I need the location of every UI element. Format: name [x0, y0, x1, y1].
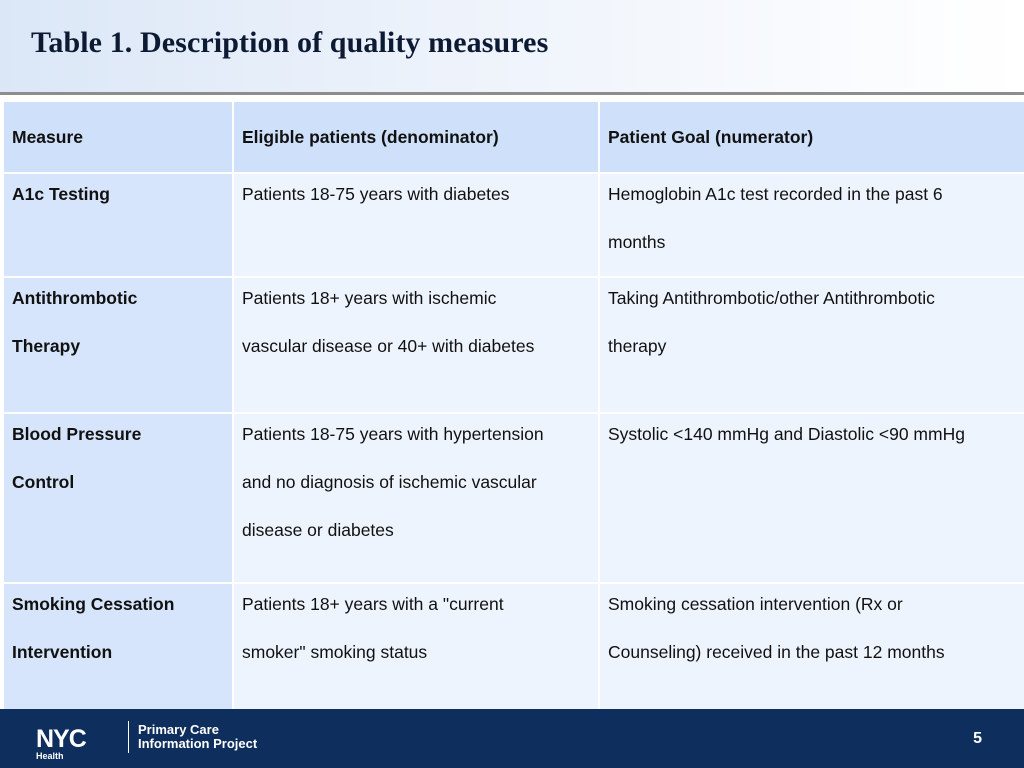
measure-line: A1c Testing: [12, 184, 110, 204]
eligible-cell: [233, 413, 599, 583]
eligible-line: Patients 18+ years with a "current: [242, 594, 504, 614]
goal-line: Hemoglobin A1c test recorded in the past 6: [608, 184, 943, 204]
eligible-line: Patients 18+ years with ischemic: [242, 288, 497, 308]
project-line-1: Primary Care: [138, 722, 219, 737]
table-row: [3, 413, 1024, 583]
title-bar: [0, 0, 1024, 92]
footer-bar: [0, 709, 1024, 768]
measure-cell: [3, 583, 233, 719]
eligible-line: vascular disease or 40+ with diabetes: [242, 336, 535, 356]
measure-cell: [3, 413, 233, 583]
eligible-line: Patients 18-75 years with hypertension: [242, 424, 544, 444]
logo-subtext: Health: [36, 751, 64, 761]
measure-line: Smoking Cessation: [12, 594, 175, 614]
measure-line: Blood Pressure: [12, 424, 142, 444]
eligible-line: smoker" smoking status: [242, 642, 428, 662]
header-measure: Measure: [3, 101, 233, 173]
goal-cell: [599, 583, 1024, 719]
goal-line: Taking Antithrombotic/other Antithrombotic: [608, 288, 935, 308]
eligible-cell: [233, 173, 599, 277]
project-name: [138, 723, 257, 751]
measure-line: Antithrombotic: [12, 288, 138, 308]
goal-line: months: [608, 232, 666, 252]
goal-cell: [599, 277, 1024, 413]
header-eligible-patients: Eligible patients (denominator): [233, 101, 599, 173]
logo-text: NYC: [36, 727, 86, 749]
eligible-line: disease or diabetes: [242, 520, 394, 540]
measure-cell: [3, 277, 233, 413]
table-header-row: [3, 101, 1024, 173]
header-patient-goal: Patient Goal (numerator): [599, 101, 1024, 173]
goal-line: Smoking cessation intervention (Rx or: [608, 594, 903, 614]
project-line-2: Information Project: [138, 736, 258, 751]
measure-line: Intervention: [12, 642, 113, 662]
eligible-line: Patients 18-75 years with diabetes: [242, 184, 510, 204]
slide-title: Table 1. Description of quality measures: [31, 26, 549, 59]
nyc-logo-icon: [36, 727, 118, 749]
table-row: [3, 277, 1024, 413]
page-number: 5: [973, 730, 982, 747]
quality-measures-table: [2, 100, 1024, 720]
eligible-cell: [233, 583, 599, 719]
logo-divider: [128, 721, 129, 753]
goal-cell: [599, 413, 1024, 583]
goal-line: Systolic <140 mmHg and Diastolic <90 mmHg: [608, 424, 965, 444]
goal-line: therapy: [608, 336, 667, 356]
goal-line: Counseling) received in the past 12 months: [608, 642, 945, 662]
measure-cell: [3, 173, 233, 277]
measure-line: Control: [12, 472, 75, 492]
table-row: [3, 173, 1024, 277]
measure-line: Therapy: [12, 336, 81, 356]
table-row: [3, 583, 1024, 719]
title-divider: [0, 92, 1024, 95]
eligible-line: and no diagnosis of ischemic vascular: [242, 472, 537, 492]
eligible-cell: [233, 277, 599, 413]
goal-cell: [599, 173, 1024, 277]
